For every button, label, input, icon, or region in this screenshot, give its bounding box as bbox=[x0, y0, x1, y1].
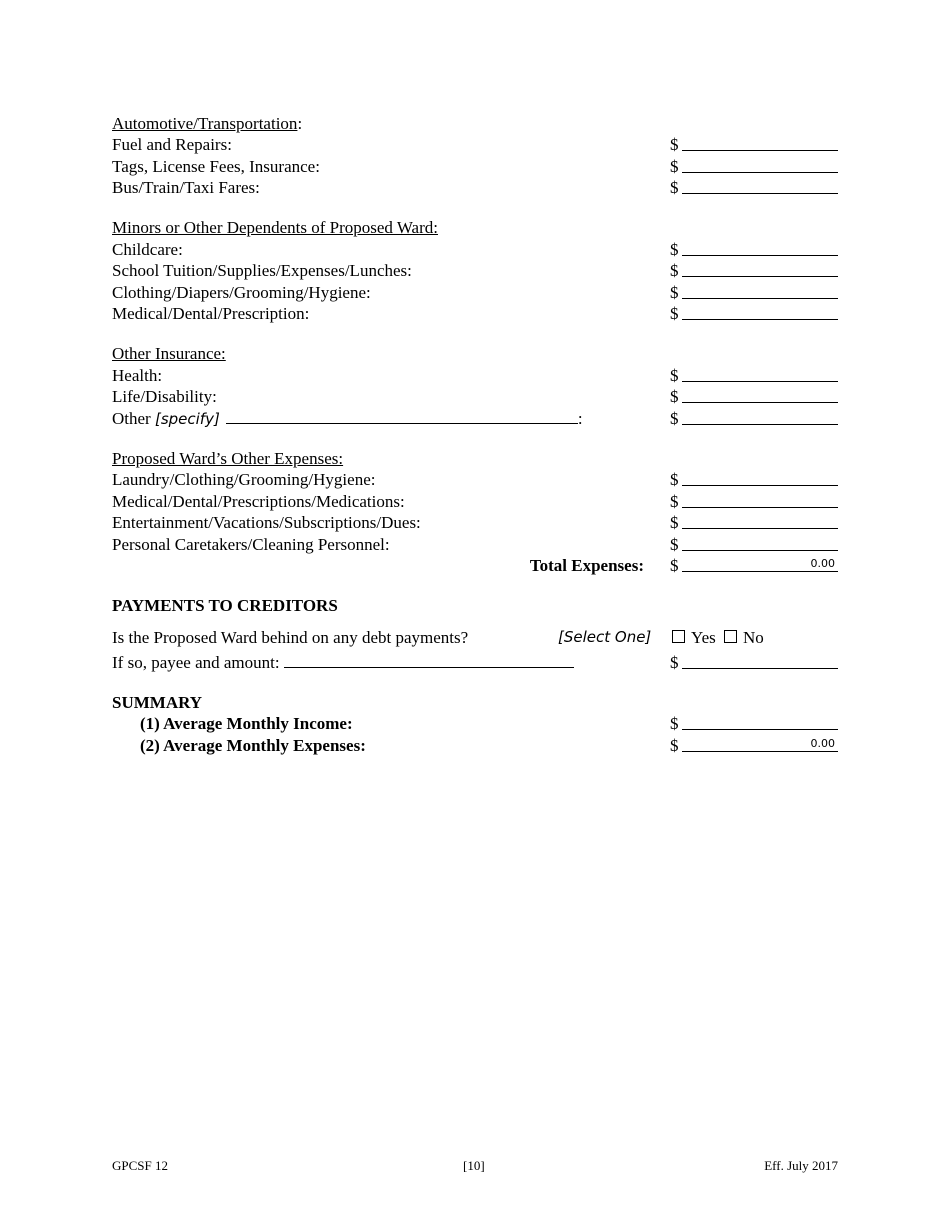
expense-row-medical-minors bbox=[112, 303, 838, 325]
dollar-sign: $ bbox=[670, 365, 679, 385]
summary-income-row bbox=[112, 713, 838, 735]
expense-label: Health: bbox=[112, 365, 163, 385]
amount-field-tags[interactable] bbox=[682, 172, 838, 173]
creditors-heading-row bbox=[112, 595, 838, 617]
dollar-sign: $ bbox=[670, 178, 679, 197]
dollar-sign: $ bbox=[670, 652, 679, 672]
expense-row-medical-ward bbox=[112, 491, 838, 513]
expense-row-childcare bbox=[112, 239, 838, 261]
income-label: (1) Average Monthly Income: bbox=[140, 714, 353, 733]
summary-expenses-value: 0.00 bbox=[810, 736, 835, 750]
total-expenses-row bbox=[112, 555, 838, 577]
amount-field-life[interactable] bbox=[682, 402, 838, 403]
footer-form-id: GPCSF 12 bbox=[112, 1158, 168, 1173]
expense-label: Fuel and Repairs: bbox=[112, 135, 232, 154]
summary-heading-row bbox=[112, 692, 838, 714]
expense-label: Entertainment/Vacations/Subscriptions/Dues: bbox=[112, 513, 421, 532]
expense-row-laundry bbox=[112, 469, 838, 491]
total-expenses-field[interactable] bbox=[682, 571, 838, 572]
no-checkbox[interactable] bbox=[724, 630, 737, 643]
expense-row-caretakers bbox=[112, 534, 838, 556]
amount-field-other-insurance[interactable] bbox=[682, 424, 838, 425]
amount-field-medical-ward[interactable] bbox=[682, 507, 838, 508]
dollar-sign: $ bbox=[670, 282, 679, 302]
expense-label: Life/Disability: bbox=[112, 387, 217, 406]
minors-heading-row bbox=[112, 217, 838, 239]
insurance-heading-row bbox=[112, 343, 838, 365]
other-label: Other bbox=[112, 408, 151, 428]
amount-field-income[interactable] bbox=[682, 729, 838, 730]
expense-row-other-insurance: Other [specify] : $ bbox=[112, 408, 838, 430]
expense-row-health bbox=[112, 365, 838, 387]
dollar-sign: $ bbox=[670, 491, 679, 511]
dollar-sign: $ bbox=[670, 156, 679, 176]
expenses-label: (2) Average Monthly Expenses: bbox=[140, 735, 366, 755]
debt-question: Is the Proposed Ward behind on any debt payments? bbox=[112, 628, 469, 647]
amount-field-health[interactable] bbox=[682, 381, 838, 382]
footer-effective-date: Eff. July 2017 bbox=[764, 1158, 838, 1173]
select-one-hint: [Select One] bbox=[558, 628, 652, 646]
dollar-sign: $ bbox=[670, 239, 679, 259]
yes-no-group bbox=[672, 627, 764, 649]
dollar-sign: $ bbox=[670, 408, 679, 428]
amount-field-childcare[interactable] bbox=[682, 255, 838, 256]
dollar-sign: $ bbox=[670, 304, 679, 323]
expense-row-clothing bbox=[112, 282, 838, 304]
amount-field-fares[interactable] bbox=[682, 193, 838, 194]
amount-field-school[interactable] bbox=[682, 276, 838, 277]
expense-label: Personal Caretakers/Cleaning Personnel: bbox=[112, 534, 390, 554]
dollar-sign: $ bbox=[670, 135, 679, 154]
amount-field-fuel[interactable] bbox=[682, 150, 838, 151]
expense-label: Tags, License Fees, Insurance: bbox=[112, 156, 320, 176]
expense-label: Medical/Dental/Prescription: bbox=[112, 304, 310, 323]
expense-label: Clothing/Diapers/Grooming/Hygiene: bbox=[112, 282, 371, 302]
ward-expenses-heading: Proposed Ward’s Other Expenses: bbox=[112, 448, 344, 468]
expense-row-entertainment bbox=[112, 512, 838, 534]
dollar-sign: $ bbox=[670, 387, 679, 406]
expense-label: Childcare: bbox=[112, 239, 183, 259]
expense-row-fares bbox=[112, 177, 838, 199]
dollar-sign: $ bbox=[670, 735, 679, 755]
automotive-heading-row: Automotive/Transportation: bbox=[112, 114, 303, 133]
summary-heading: SUMMARY bbox=[112, 692, 203, 712]
no-label: No bbox=[743, 628, 764, 647]
dollar-sign: $ bbox=[670, 714, 679, 733]
yes-label: Yes bbox=[691, 628, 716, 647]
amount-field-caretakers[interactable] bbox=[682, 550, 838, 551]
automotive-heading: Automotive/Transportation bbox=[112, 114, 298, 133]
total-expenses-label: Total Expenses: bbox=[529, 556, 644, 575]
payee-label: If so, payee and amount: bbox=[112, 652, 280, 672]
yes-checkbox[interactable] bbox=[672, 630, 685, 643]
expense-label: Laundry/Clothing/Grooming/Hygiene: bbox=[112, 470, 376, 489]
total-expenses-value: 0.00 bbox=[810, 557, 835, 570]
expense-row-school bbox=[112, 260, 838, 282]
expense-label: Medical/Dental/Prescriptions/Medications: bbox=[112, 491, 405, 511]
debt-question-row bbox=[112, 627, 838, 649]
expense-row-tags bbox=[112, 156, 838, 178]
amount-field-laundry[interactable] bbox=[682, 485, 838, 486]
amount-field-entertainment[interactable] bbox=[682, 528, 838, 529]
expense-row-fuel bbox=[112, 134, 838, 156]
expense-row-life bbox=[112, 386, 838, 408]
other-specify-field[interactable] bbox=[226, 408, 578, 424]
dollar-sign: $ bbox=[670, 261, 679, 280]
ward-expenses-heading-row bbox=[112, 448, 838, 470]
payee-row bbox=[112, 652, 838, 674]
payee-field[interactable] bbox=[284, 652, 574, 668]
dollar-sign: $ bbox=[670, 534, 679, 554]
creditors-heading: PAYMENTS TO CREDITORS bbox=[112, 596, 338, 615]
amount-field-payee[interactable] bbox=[682, 668, 838, 669]
footer-page-number: [10] bbox=[463, 1158, 485, 1173]
expense-label: Bus/Train/Taxi Fares: bbox=[112, 178, 260, 197]
specify-hint: [specify] bbox=[154, 409, 220, 428]
dollar-sign: $ bbox=[670, 513, 679, 532]
summary-expenses-row bbox=[112, 735, 838, 757]
expense-label: School Tuition/Supplies/Expenses/Lunches: bbox=[112, 261, 412, 280]
amount-field-medical-minors[interactable] bbox=[682, 319, 838, 320]
amount-field-expenses[interactable] bbox=[682, 751, 838, 752]
minors-heading: Minors or Other Dependents of Proposed Ward: bbox=[112, 218, 438, 237]
insurance-heading: Other Insurance: bbox=[112, 344, 226, 363]
dollar-sign: $ bbox=[670, 470, 679, 489]
amount-field-clothing[interactable] bbox=[682, 298, 838, 299]
dollar-sign: $ bbox=[670, 556, 679, 575]
